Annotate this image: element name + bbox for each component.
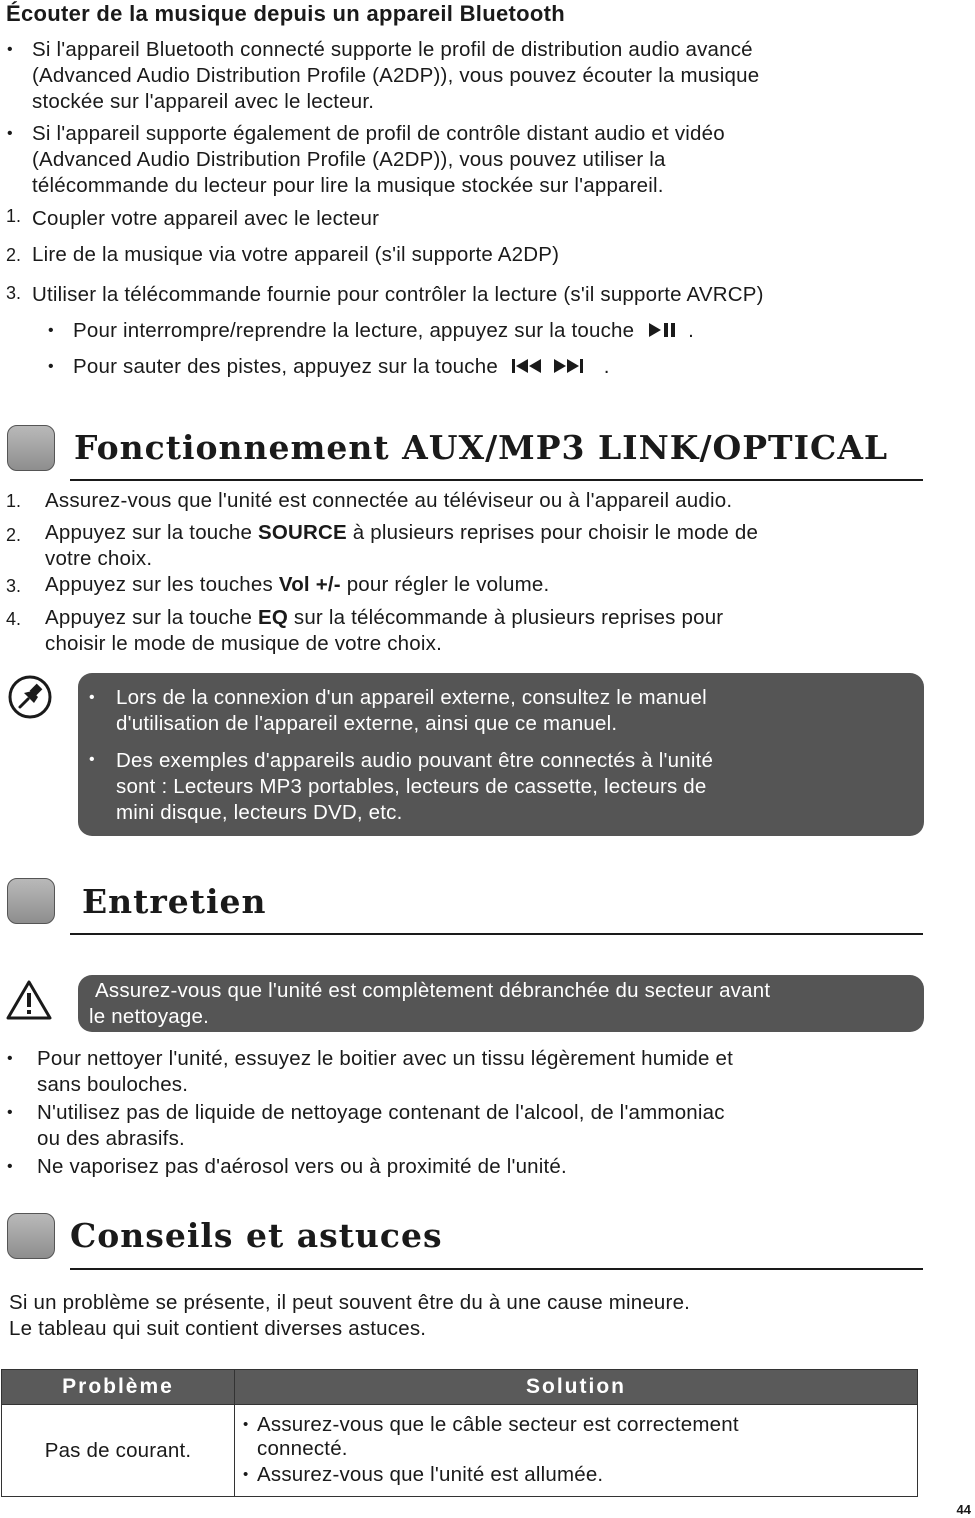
sub-bullet-play-pause: Pour interrompre/reprendre la lecture, appuyez sur la touche .	[73, 319, 694, 342]
entretien-section-title: Entretien	[82, 882, 267, 921]
step-number: 2.	[6, 245, 22, 265]
step-number: 4.	[6, 609, 22, 629]
bluetooth-bullet-1: Si l'appareil Bluetooth connecté supporte le profil de distribution audio avancé (Advanced Audio Distribution Profile (A2DP)), vous pouvez écouter la musique stockée sur l'appareil avec le lecteur.	[32, 38, 760, 113]
sub-bullet-skip: Pour sauter des pistes, appuyez sur la touche .	[73, 355, 610, 378]
bullet-dot: •	[243, 1415, 249, 1433]
play-pause-icon	[646, 321, 682, 339]
troubleshooting-table	[1, 1369, 918, 1497]
aux-note-1: Lors de la connexion d'un appareil externe, consultez le manuel d'utilisation de l'appareil externe, ainsi que ce manuel.	[116, 686, 707, 735]
aux-step-1: Assurez-vous que l'unité est connectée au téléviseur ou à l'appareil audio.	[45, 489, 733, 512]
bullet-dot: •	[48, 358, 54, 375]
aux-step-3: Appuyez sur les touches Vol +/- pour régler le volume.	[45, 573, 550, 596]
warning-triangle-icon	[6, 979, 52, 1021]
bullet-dot: •	[89, 751, 95, 768]
aux-note-box	[78, 673, 924, 836]
aux-section-title: Fonctionnement AUX/MP3 LINK/OPTICAL	[74, 428, 889, 467]
page-number: 44	[956, 1502, 971, 1517]
bullet-dot: •	[7, 125, 13, 142]
bluetooth-step-1: Coupler votre appareil avec le lecteur	[32, 207, 380, 230]
aux-step-2: Appuyez sur la touche SOURCE à plusieurs reprises pour choisir le mode de votre choix.	[45, 521, 759, 570]
bluetooth-step-2: Lire de la musique via votre appareil (s'il supporte A2DP)	[32, 243, 560, 266]
section-marker	[7, 425, 55, 471]
section-rule	[70, 479, 923, 481]
bluetooth-heading: Écouter de la musique depuis un appareil Bluetooth	[6, 1, 565, 26]
bullet-dot: •	[243, 1465, 249, 1483]
step-number: 2.	[6, 525, 22, 545]
section-marker	[7, 878, 55, 924]
table-header-row	[2, 1370, 918, 1405]
bullet-dot: •	[7, 1158, 13, 1175]
bluetooth-bullet-2: Si l'appareil supporte également de profil de contrôle distant audio et vidéo (Advanced Audio Distribution Profile (A2DP)), vous pouvez utiliser la télécommande du lecteur pour lire la musique stockée sur l'appareil.	[32, 122, 725, 197]
conseils-intro: Si un problème se présente, il peut souvent être du à une cause mineure. Le tableau qui suit contient diverses astuces.	[9, 1291, 691, 1340]
vol-key-label: Vol +/-	[278, 573, 341, 596]
bullet-dot: •	[7, 1050, 13, 1067]
cell-problem: Pas de courant.	[2, 1405, 235, 1497]
header-solution: Solution	[235, 1370, 918, 1405]
header-probleme: Problème	[2, 1370, 235, 1405]
aux-step-4: Appuyez sur la touche EQ sur la télécommande à plusieurs reprises pour choisir le mode de musique de votre choix.	[45, 606, 724, 655]
cell-solution: • Assurez-vous que le câble secteur est correctement connecté. • Assurez-vous que l'unité est allumée.	[235, 1405, 918, 1497]
step-number: 3.	[6, 576, 22, 596]
section-rule	[70, 1268, 923, 1270]
bullet-dot: •	[48, 322, 54, 339]
step-number: 3.	[6, 283, 22, 303]
entretien-warning-box	[78, 975, 924, 1032]
eq-key-label: EQ	[257, 606, 288, 629]
source-key-label: SOURCE	[257, 521, 347, 544]
bluetooth-step-3: Utiliser la télécommande fournie pour contrôler la lecture (s'il supporte AVRCP)	[32, 283, 764, 306]
entretien-bullet-2: N'utilisez pas de liquide de nettoyage contenant de l'alcool, de l'ammoniac ou des abrasifs.	[37, 1101, 725, 1150]
section-marker	[7, 1213, 55, 1259]
entretien-warning-text: Assurez-vous que l'unité est complètement débranchée du secteur avant le nettoyage.	[89, 979, 771, 1028]
conseils-section-title: Conseils et astuces	[70, 1216, 443, 1255]
step-number: 1.	[6, 206, 22, 226]
aux-note-2: Des exemples d'appareils audio pouvant être connectés à l'unité sont : Lecteurs MP3 portables, lecteurs de cassette, lecteurs de mini disque, lecteurs DVD, etc.	[116, 749, 714, 824]
bullet-dot: •	[7, 41, 13, 58]
bullet-dot: •	[89, 689, 95, 706]
bullet-dot: •	[7, 1104, 13, 1121]
pushpin-icon	[7, 674, 53, 720]
skip-prev-next-icon	[510, 357, 590, 375]
entretien-bullet-1: Pour nettoyer l'unité, essuyez le boitier avec un tissu légèrement humide et sans bouloches.	[37, 1047, 733, 1096]
table-row	[2, 1405, 918, 1497]
step-number: 1.	[6, 491, 22, 511]
section-rule	[70, 933, 923, 935]
entretien-bullet-3: Ne vaporisez pas d'aérosol vers ou à proximité de l'unité.	[37, 1155, 567, 1178]
